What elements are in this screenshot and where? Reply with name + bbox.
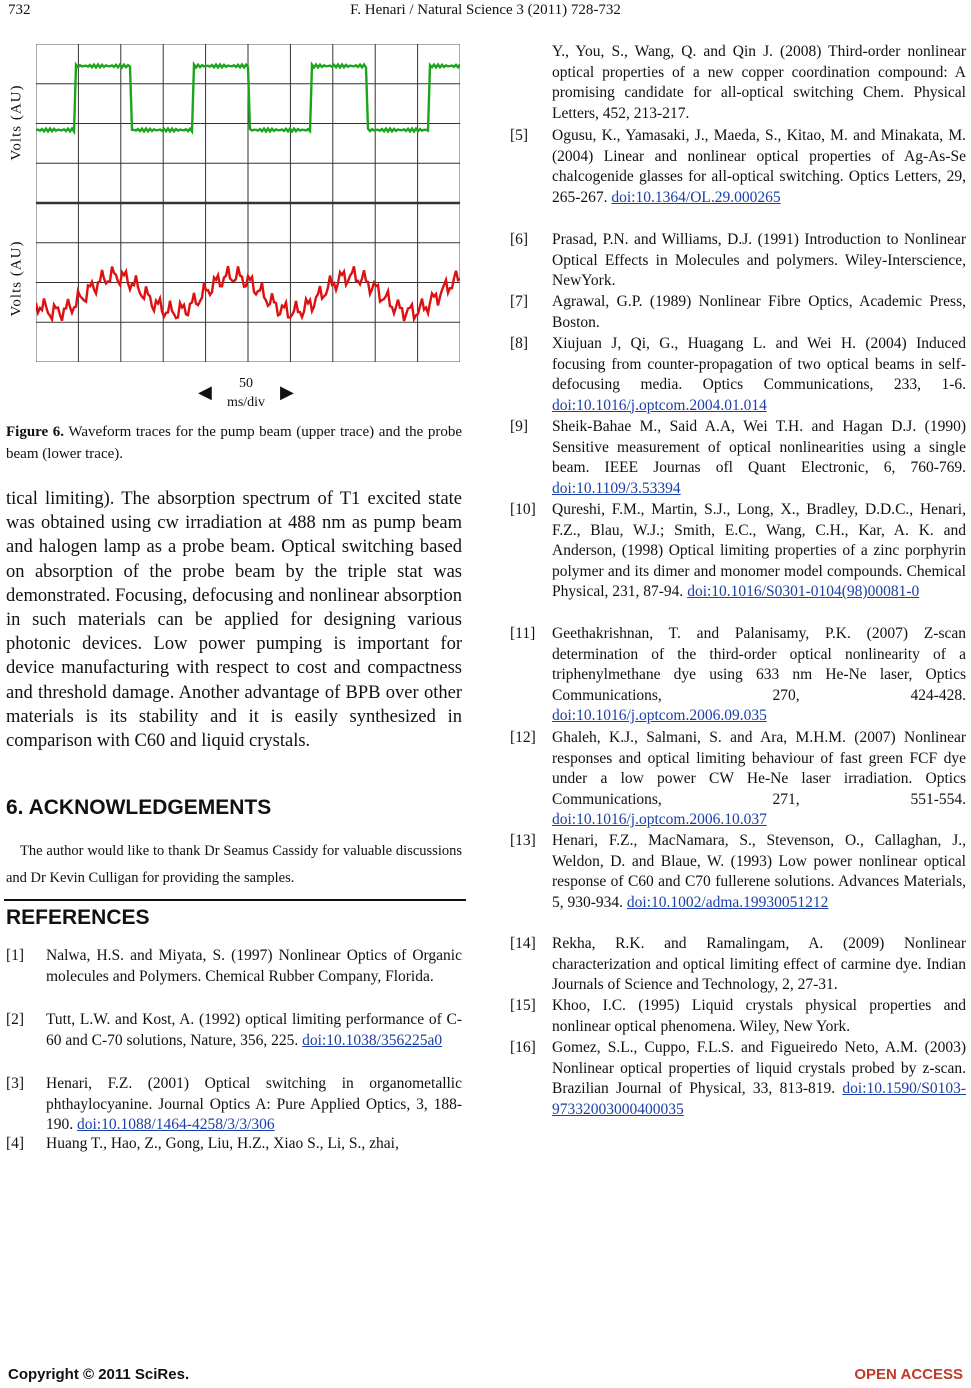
reference-number: [13]	[510, 832, 536, 849]
reference-citation: Ghaleh, K.J., Salmani, S. and Ara, M.H.M. (2007) Nonlinear responses and optical limiting behaviour of fast green FCF dye under a low power CW He-Ne laser irradiation. Optics Communications, 271, 551-554.	[552, 729, 966, 808]
reference-number: [7]	[510, 293, 529, 310]
reference-number: [3]	[6, 1075, 25, 1092]
reference-text	[552, 934, 966, 996]
section-divider	[4, 899, 466, 901]
reference-text	[46, 1010, 462, 1051]
page-header	[0, 0, 971, 22]
page-number: 732	[8, 2, 31, 18]
caption-text: Waveform traces for the pump beam (upper trace) and the probe beam (lower trace).	[6, 424, 463, 462]
doi-link[interactable]: doi:10.1038/356225a0	[302, 1031, 443, 1049]
timebase-unit: ms/div	[226, 395, 266, 410]
reference-citation: Gomez, S.L., Cuppo, F.L.S. and Figueiredo Neto, A.M. (2003) Nonlinear optical properties of liquid crystals probed by z-scan. Brazilian Journal of Physical, 33, 813-819.	[552, 1039, 966, 1097]
reference-number: [1]	[6, 947, 25, 964]
copyright: Copyright © 2011 SciRes.	[8, 1366, 190, 1383]
reference-text	[552, 126, 966, 208]
doi-link[interactable]: doi:10.1016/S0301-0104(98)00081-0	[687, 583, 920, 600]
reference-number: [9]	[510, 418, 529, 435]
references-heading: REFERENCES	[6, 906, 150, 929]
reference-text	[552, 1038, 966, 1120]
reference-number: [6]	[510, 231, 529, 248]
doi-link[interactable]: doi:10.1088/1464-4258/3/3/306	[77, 1116, 275, 1133]
caption-label: Figure 6.	[6, 424, 65, 440]
doi-link[interactable]: doi:10.1590/S0103-97332003000400035	[552, 1080, 966, 1118]
right-arrow-icon: ▶	[280, 382, 294, 402]
figure-caption	[6, 421, 462, 465]
reference-citation: Nalwa, H.S. and Miyata, S. (1997) Nonlinear Optics of Organic molecules and Polymers. Chemical Rubber Company, Florida.	[46, 947, 462, 985]
reference-text	[552, 831, 966, 913]
reference-number: [16]	[510, 1039, 536, 1056]
lower-ylabel: Volts (AU)	[8, 240, 25, 317]
reference-text	[552, 334, 966, 416]
upper-ylabel-box	[6, 80, 28, 170]
acknowledgements-heading: 6. ACKNOWLEDGEMENTS	[6, 796, 272, 819]
reference-citation: Khoo, I.C. (1995) Liquid crystals physical properties and nonlinear optical phenomena. Wiley, New York.	[552, 997, 966, 1035]
waveform-figure	[36, 44, 460, 362]
left-arrow-icon: ◀	[198, 382, 212, 402]
reference-citation: Ogusu, K., Yamasaki, J., Maeda, S., Kitao, M. and Minakata, M. (2004) Linear and nonlinear optical properties of Ag-As-Se chalcogenide glasses for all-optical switching. Optics Letters, 29, 265-267.	[552, 127, 966, 206]
reference-citation: Henari, F.Z., MacNamara, S., Stevenson, O., Callaghan, J., Weldon, D. and Blaue, W. (1993) Low power nonlinear optical response of C60 and C70 fullerene solutions. Advances Materials, 5, 930-934.	[552, 832, 966, 911]
reference-number: [15]	[510, 997, 536, 1014]
reference-text	[552, 417, 966, 499]
timebase-value: 50	[239, 376, 253, 391]
reference-text	[552, 624, 966, 727]
reference-number: [8]	[510, 335, 529, 352]
reference-citation: Geethakrishnan, T. and Palanisamy, P.K. (2007) Z-scan determination of the third-order optical nonlinearity of a triphenylmethane dye using 633 nm He-Ne laser, Optics Communications, 270, 424-428.	[552, 625, 966, 704]
reference-citation: Qureshi, F.M., Martin, S.J., Long, X., Bradley, D.D.C., Henari, F.Z., Blau, W.J.; Smith, E.C., Wang, C.H., Kar, A. K. and Anderson, (1998) Optical limiting properties of a zinc porphyrin polymer and its dimer and monomer model compounds. Chemical Physical, 231, 87-94.	[552, 501, 966, 600]
doi-link[interactable]: doi:10.1016/j.optcom.2006.09.035	[552, 707, 767, 724]
reference-text-part2: Y., You, S., Wang, Q. and Qin J. (2008) Third-order nonlinear optical properties of a new copper coordination compound: A promising candidate for all-optical switching Chem. Physical Letters, 452, 213-217.	[552, 43, 966, 122]
reference-text	[552, 500, 966, 603]
upper-ylabel: Volts (AU)	[8, 84, 25, 161]
reference-text	[552, 292, 966, 333]
body-paragraph: tical limiting). The absorption spectrum of T1 excited state was obtained using cw irradiation at 488 nm as pump beam and halogen lamp as a probe beam. Optical switching based on absorption of the probe beam by the triple stat was demonstrated. Focusing, defocusing and nonlinear absorption in such materials can be applied for designing various photonic devices. Low power pumping is important for device manufacturing with respect to cost and compactness and threshold damage. Another advantage of BPB over other materials is its stability and it is easily synthesized in comparison with C60 and liquid crystals.	[6, 489, 462, 752]
reference-text	[46, 1074, 462, 1136]
reference-number: [2]	[6, 1011, 25, 1028]
reference-text	[552, 728, 966, 831]
reference-number: [5]	[510, 127, 529, 144]
reference-citation: Xiujuan J, Qi, G., Huagang L. and Wei H. (2004) Induced focusing from counter-propagation of two optical beams in self-defocusing media. Optics Communications, 233, 1-6.	[552, 335, 966, 393]
timebase-indicator	[190, 374, 310, 414]
open-access-badge: OPEN ACCESS	[854, 1366, 963, 1383]
reference-citation: Agrawal, G.P. (1989) Nonlinear Fibre Optics, Academic Press, Boston.	[552, 293, 966, 331]
reference-number: [14]	[510, 935, 536, 952]
reference-citation: Henari, F.Z. (2001) Optical switching in organometallic phthaylocyanine. Journal Optics A: Pure Applied Optics, 3, 188-190.	[46, 1075, 462, 1133]
reference-text	[46, 946, 462, 987]
reference-text	[552, 996, 966, 1037]
reference-citation: Prasad, P.N. and Williams, D.J. (1991) Introduction to Nonlinear Optical Effects in Molecules and polymers. Wiley-Interscience, NewYork.	[552, 231, 966, 289]
reference-number: [4]	[6, 1135, 25, 1152]
reference-citation: Sheik-Bahae M., Said A.A, Wei T.H. and Hagan D.J. (1990) Sensitive measurement of optical nonlinearities using a single beam. IEEE Journas ofl Quant Electronic, 6, 760-769.	[552, 418, 966, 476]
doi-link[interactable]: doi:10.1016/j.optcom.2004.01.014	[552, 396, 767, 414]
acknowledgements-text	[6, 838, 462, 892]
reference-citation: Tutt, L.W. and Kost, A. (1992) optical limiting performance of C-60 and C-70 solutions, Nature, 356, 225.	[46, 1011, 462, 1049]
doi-link[interactable]: doi:10.1002/adma.19930051212	[626, 893, 829, 911]
reference-number: [11]	[510, 625, 536, 642]
reference-text	[552, 230, 966, 292]
ack-body: The author would like to thank Dr Seamus Cassidy for valuable discussions and Dr Kevin Culligan for providing the samples.	[6, 843, 462, 886]
reference-citation: Rekha, R.K. and Ramalingam, A. (2009) Nonlinear characterization and optical limiting effect of carmine dye. Indian Journals of Science and Technology, 2, 27-31.	[552, 935, 966, 993]
lower-ylabel-box	[6, 236, 28, 326]
reference-number: [10]	[510, 501, 536, 518]
reference-text-part1: Huang T., Hao, Z., Gong, Liu, H.Z., Xiao S., Li, S., zhai,	[46, 1135, 399, 1152]
doi-link[interactable]: doi:10.1364/OL.29.000265	[611, 188, 781, 206]
reference-number: [12]	[510, 729, 536, 746]
doi-link[interactable]: doi:10.1016/j.optcom.2006.10.037	[552, 811, 767, 828]
running-head: F. Henari / Natural Science 3 (2011) 728-732	[350, 2, 621, 18]
timebase-label	[218, 374, 274, 412]
doi-link[interactable]: doi:10.1109/3.53394	[552, 479, 681, 497]
